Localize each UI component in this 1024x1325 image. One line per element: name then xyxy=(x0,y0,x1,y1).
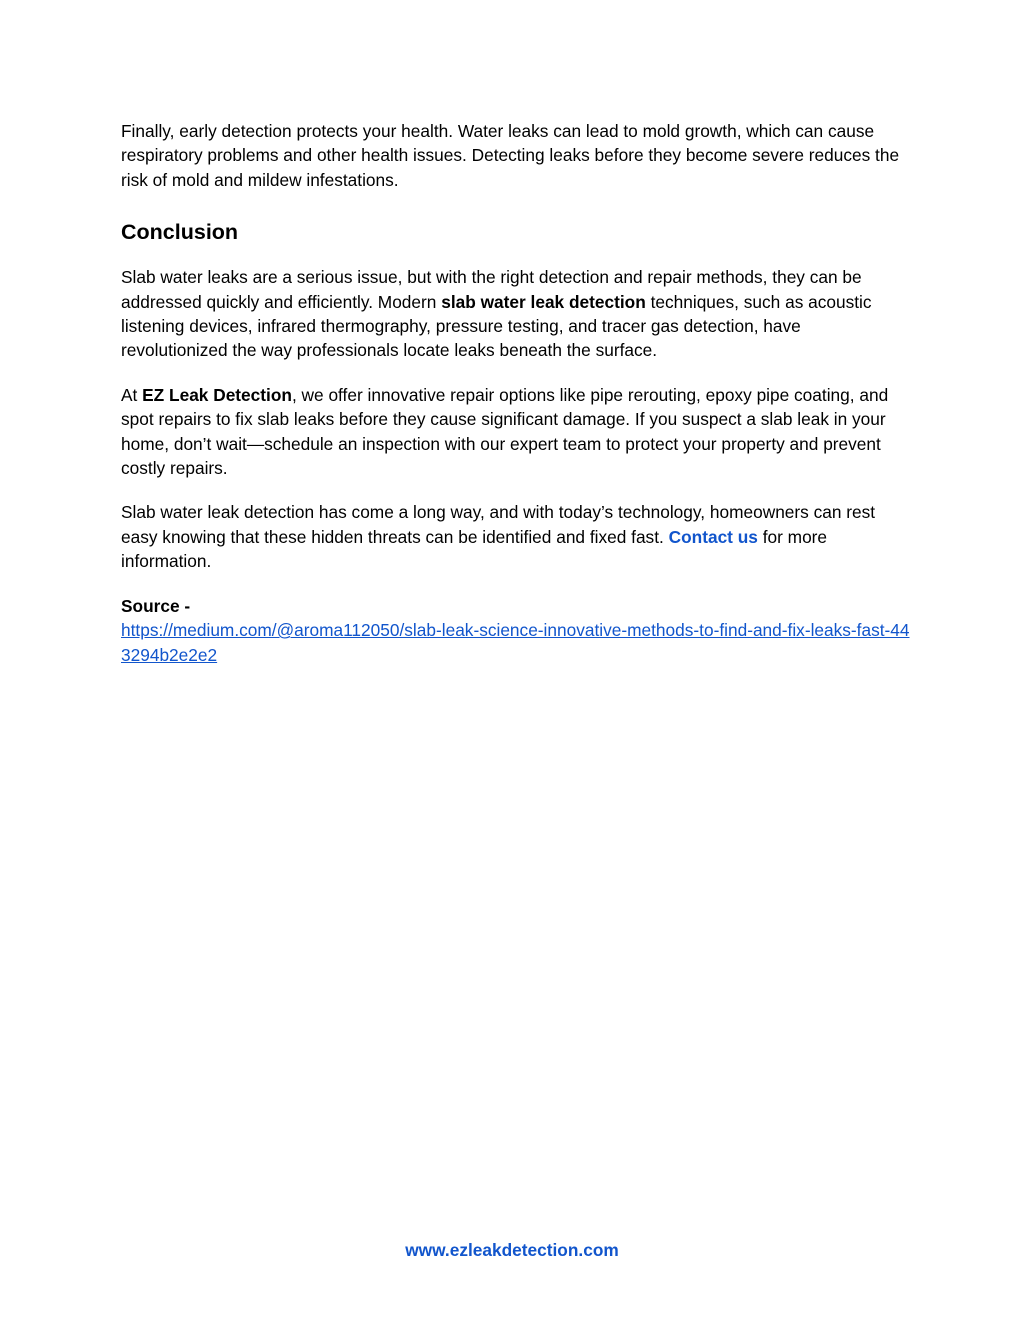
source-label: Source - xyxy=(121,595,191,616)
paragraph-contact-text-1: Slab water leak detection has come a long way, and with today’s technology, homeowners can rest easy knowing that these hidden threats can be identified and fixed fast. xyxy=(121,502,876,547)
paragraph-conclusion-text-2: techniques, such as acoustic listening devices, infrared thermography, pressure testing, and tracer gas detection, have revolutionized the way professionals locate leaks beneath the surface. xyxy=(121,291,872,361)
paragraph-conclusion xyxy=(121,265,911,363)
paragraph-contact-text-2: for more information. xyxy=(121,526,828,572)
paragraph-company-text-1: At xyxy=(121,384,143,405)
document-body xyxy=(121,119,911,667)
paragraph-conclusion-bold: slab water leak detection xyxy=(441,291,646,312)
source-paragraph xyxy=(121,594,911,667)
paragraph-company-text-2: , we offer innovative repair options like pipe rerouting, epoxy pipe coating, and spot repairs to fix slab leaks before they cause significant damage. If you suspect a slab leak in your home, don’t wait—schedule an inspection with our expert team to protect your property and prevent costly repairs. xyxy=(121,384,889,479)
conclusion-section xyxy=(121,218,911,246)
source-link[interactable]: https://medium.com/@aroma112050/slab-leak-science-innovative-methods-to-find-and-fix-leaks-fast-443294b2e2e2 xyxy=(121,620,910,665)
conclusion-heading: Conclusion xyxy=(121,220,239,245)
paragraph-conclusion-text-1: Slab water leaks are a serious issue, but with the right detection and repair methods, they can be addressed quickly and efficiently. Modern xyxy=(121,267,862,312)
contact-us-link[interactable]: Contact us xyxy=(668,526,758,547)
company-name: EZ Leak Detection xyxy=(142,384,292,405)
paragraph-health: Finally, early detection protects your health. Water leaks can lead to mold growth, which can cause respiratory problems and other health issues. Detecting leaks before they become severe reduces the risk of mold and mildew infestations. xyxy=(121,121,900,190)
paragraph-company xyxy=(121,383,911,481)
footer-website[interactable]: www.ezleakdetection.com xyxy=(405,1240,619,1260)
paragraph-contact xyxy=(121,500,911,573)
